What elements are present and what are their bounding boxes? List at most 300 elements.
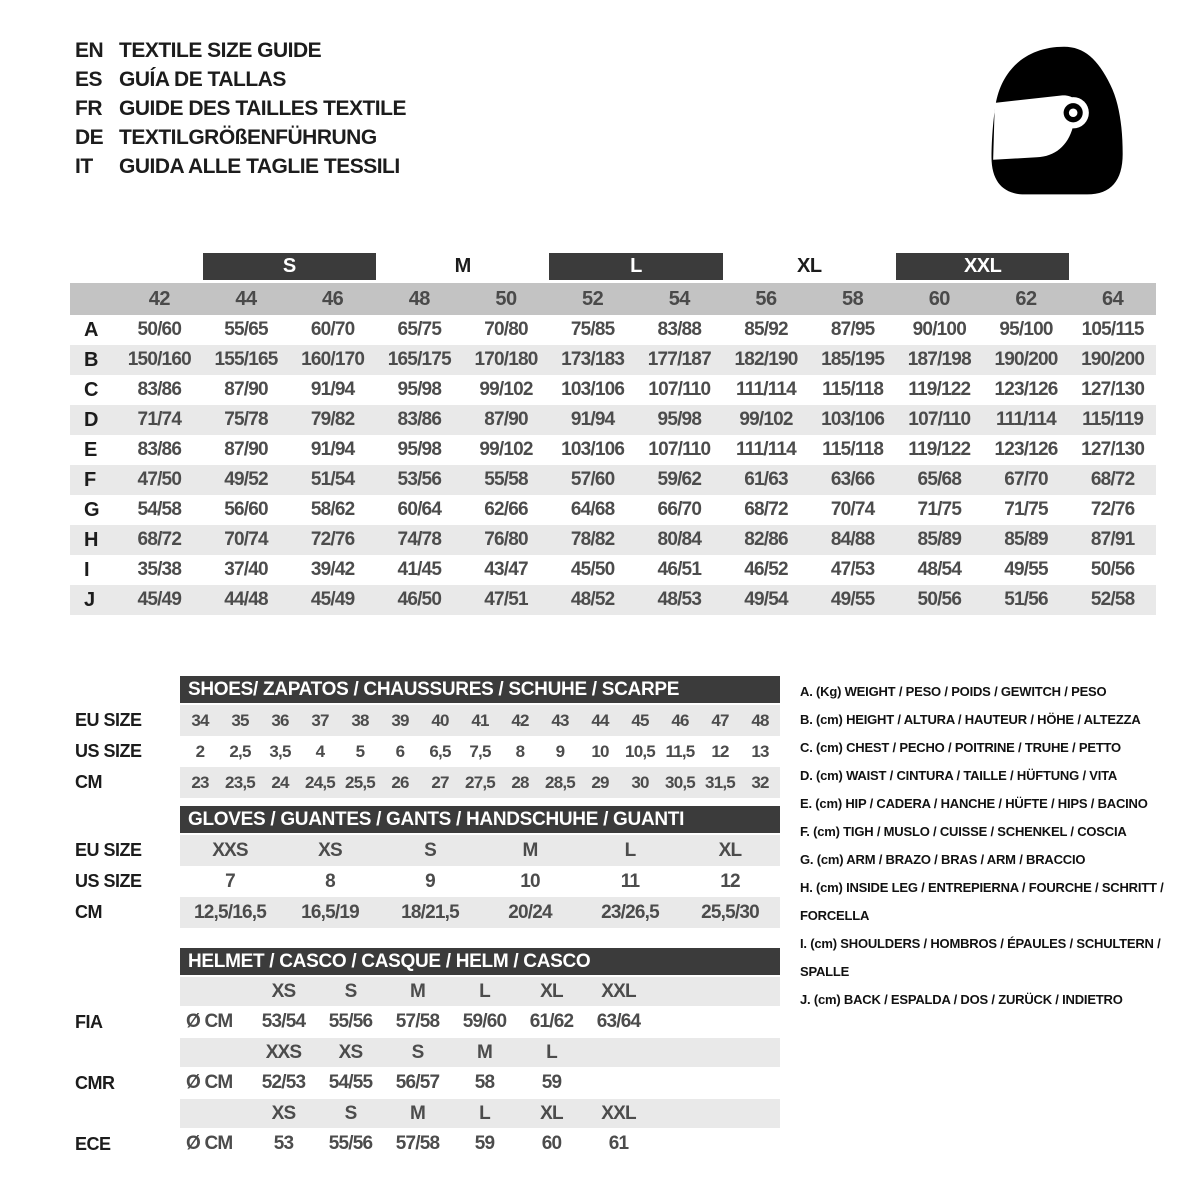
value-cell: 16,5/19 — [301, 901, 359, 923]
size-group-l: L — [549, 253, 722, 280]
table-cell: 91/94 — [310, 379, 355, 400]
legend-item: A. (Kg) WEIGHT / PESO / POIDS / GEWITCH / PESO — [800, 684, 1107, 699]
lang-code: DE — [75, 125, 104, 149]
table-row — [70, 495, 1156, 525]
table-cell: 75/85 — [570, 319, 615, 340]
table-cell: 45/50 — [570, 559, 615, 580]
table-cell: 66/70 — [657, 499, 702, 520]
table-cell: 83/86 — [137, 379, 182, 400]
table-cell: 43/47 — [484, 559, 528, 580]
label-table-row — [60, 705, 780, 736]
values-row — [180, 705, 780, 736]
values-row — [180, 736, 780, 767]
table-cell: 95/100 — [999, 319, 1053, 340]
table-cell: 54/58 — [137, 499, 182, 520]
value-cell: 24 — [271, 772, 289, 792]
gloves-size-table — [60, 806, 780, 928]
table-cell: 111/114 — [736, 379, 796, 400]
size-header-cell: S — [411, 1041, 424, 1063]
value-cell: 30 — [631, 772, 649, 792]
row-label: EU SIZE — [75, 710, 142, 730]
value-cell: 57/58 — [395, 1133, 440, 1154]
value-cell: 7 — [225, 870, 235, 892]
diameter-values — [180, 1128, 780, 1160]
table-cell: 91/94 — [570, 409, 615, 430]
value-cell: 23,5 — [225, 772, 255, 792]
value-cell: 42 — [511, 710, 529, 730]
title-line-de — [75, 123, 406, 152]
table-cell: 51/54 — [310, 469, 355, 490]
table-cell: 70/80 — [484, 319, 528, 340]
size-column-header: 56 — [755, 287, 777, 310]
helmet-sizes-row — [60, 1038, 780, 1067]
table-cell: 44/48 — [224, 589, 268, 610]
table-cell: 46/51 — [657, 559, 702, 580]
table-cell: 87/90 — [224, 439, 268, 460]
value-cell: 28,5 — [545, 772, 575, 792]
value-cell: 60 — [541, 1133, 562, 1154]
value-cell: 27,5 — [465, 772, 495, 792]
value-cell: 11,5 — [665, 741, 695, 761]
table-cell: 50/56 — [917, 589, 962, 610]
table-cell: 45/49 — [310, 589, 355, 610]
size-group-xxl: XXL — [896, 253, 1069, 280]
lang-code: IT — [75, 154, 93, 178]
value-cell: 23 — [191, 772, 209, 792]
size-header-cell: L — [546, 1041, 557, 1063]
row-letter: D — [84, 408, 98, 431]
value-cell: 47 — [711, 710, 729, 730]
value-cell: 27 — [431, 772, 449, 792]
value-cell: 28 — [511, 772, 529, 792]
value-cell: 7,5 — [469, 741, 491, 761]
size-header-cell: M — [476, 1041, 493, 1063]
table-cell: 160/170 — [301, 349, 365, 370]
table-row — [70, 585, 1156, 615]
value-cell: 53 — [273, 1133, 294, 1154]
size-header-cell: XL — [540, 1102, 563, 1124]
table-cell: 123/126 — [994, 379, 1058, 400]
table-row — [70, 405, 1156, 435]
value-cell: XXS — [212, 839, 248, 861]
value-cell: 56/57 — [395, 1072, 440, 1093]
value-cell: 35 — [231, 710, 249, 730]
size-header-cell: M — [409, 1102, 426, 1124]
table-cell: 90/100 — [912, 319, 966, 340]
table-cell: 107/110 — [908, 409, 971, 430]
title-line-en — [75, 36, 406, 65]
legend-item: C. (cm) CHEST / PECHO / POITRINE / TRUHE / PETTO — [800, 740, 1121, 755]
size-column-header: 46 — [322, 287, 344, 310]
lang-code: ES — [75, 67, 103, 91]
language-title-block — [75, 36, 406, 181]
table-cell: 115/118 — [822, 379, 884, 400]
table-cell: 103/106 — [561, 379, 625, 400]
lang-code: FR — [75, 96, 102, 120]
table-cell: 62/66 — [484, 499, 528, 520]
table-cell: 56/60 — [224, 499, 268, 520]
value-cell: XS — [318, 839, 342, 861]
measurement-legend — [800, 678, 1180, 1014]
table-cell: 87/90 — [484, 409, 528, 430]
value-cell: 10 — [520, 870, 540, 892]
row-label: US SIZE — [75, 741, 142, 761]
table-cell: 85/92 — [744, 319, 788, 340]
label-table-row — [60, 736, 780, 767]
value-cell: 6,5 — [429, 741, 451, 761]
size-header-cell: XS — [338, 1041, 363, 1063]
size-group-m: M — [454, 255, 471, 277]
shoes-size-table — [60, 676, 780, 798]
table-row — [70, 375, 1156, 405]
table-cell: 51/56 — [1004, 589, 1048, 610]
table-cell: 47/53 — [830, 559, 875, 580]
table-cell: 45/49 — [137, 589, 182, 610]
row-letter: H — [84, 528, 98, 551]
label-table-row — [60, 767, 780, 798]
row-label: EU SIZE — [75, 840, 142, 860]
value-cell: 48 — [751, 710, 769, 730]
table-cell: 99/102 — [479, 439, 533, 460]
value-cell: 59/60 — [462, 1011, 507, 1032]
table-cell: 49/52 — [224, 469, 268, 490]
table-cell: 47/51 — [484, 589, 528, 610]
value-cell: 25,5 — [345, 772, 375, 792]
size-header-cell: XXS — [265, 1041, 302, 1063]
table-cell: 49/55 — [830, 589, 875, 610]
value-cell: 46 — [671, 710, 689, 730]
size-column-header: 64 — [1102, 287, 1124, 310]
size-header-cell: XXL — [601, 980, 636, 1002]
values-row — [180, 835, 780, 866]
size-header-cell: S — [344, 1102, 357, 1124]
table-cell: 68/72 — [137, 529, 182, 550]
size-column-header: 54 — [668, 287, 690, 310]
table-cell: 53/56 — [397, 469, 442, 490]
value-cell: S — [424, 839, 436, 861]
values-row — [180, 866, 780, 897]
table-cell: 63/66 — [830, 469, 875, 490]
table-cell: 103/106 — [561, 439, 625, 460]
value-cell: 45 — [631, 710, 649, 730]
table-cell: 75/78 — [224, 409, 268, 430]
table-cell: 71/75 — [1004, 499, 1048, 520]
table-cell: 91/94 — [310, 439, 355, 460]
helmet-sizes-row — [60, 977, 780, 1006]
value-cell: 53/54 — [261, 1011, 306, 1032]
value-cell: 54/55 — [328, 1072, 373, 1093]
row-label: CM — [75, 902, 102, 922]
value-cell: 25,5/30 — [701, 901, 759, 923]
table-cell: 155/165 — [214, 349, 278, 370]
table-cell: 115/118 — [822, 439, 884, 460]
legend-item: D. (cm) WAIST / CINTURA / TAILLE / HÜFTUNG / VITA — [800, 768, 1118, 783]
title-text: TEXTILE SIZE GUIDE — [119, 38, 322, 62]
value-cell: 43 — [551, 710, 569, 730]
table-row — [70, 435, 1156, 465]
racing-helmet-icon — [975, 35, 1140, 207]
table-cell: 187/198 — [907, 349, 971, 370]
table-cell: 83/86 — [137, 439, 182, 460]
title-line-es — [75, 65, 406, 94]
table-cell: 87/90 — [224, 379, 268, 400]
gloves-header-row — [60, 806, 780, 833]
table-cell: 70/74 — [224, 529, 268, 550]
row-letter: J — [84, 588, 95, 611]
table-cell: 111/114 — [736, 439, 796, 460]
table-cell: 74/78 — [397, 529, 442, 550]
value-cell: 32 — [751, 772, 769, 792]
value-cell: 37 — [311, 710, 329, 730]
helmet-header-row — [60, 948, 780, 975]
size-column-header: 58 — [842, 287, 864, 310]
table-cell: 49/55 — [1004, 559, 1048, 580]
diameter-unit-label: Ø CM — [186, 1133, 233, 1154]
textile-size-table — [70, 253, 1156, 615]
table-cell: 48/52 — [570, 589, 615, 610]
standard-label: FIA — [75, 1011, 103, 1032]
size-number-header-row — [70, 283, 1156, 315]
table-cell: 85/89 — [917, 529, 962, 550]
table-cell: 71/74 — [137, 409, 182, 430]
title-line-it — [75, 152, 406, 181]
value-cell: 24,5 — [305, 772, 335, 792]
table-cell: 67/70 — [1004, 469, 1048, 490]
table-cell: 85/89 — [1004, 529, 1048, 550]
table-cell: 55/58 — [484, 469, 528, 490]
value-cell: 55/56 — [328, 1133, 373, 1154]
size-header-cell: XL — [540, 980, 563, 1002]
table-cell: 41/45 — [397, 559, 442, 580]
table-cell: 84/88 — [830, 529, 875, 550]
table-cell: 72/76 — [310, 529, 355, 550]
table-cell: 119/122 — [908, 439, 971, 460]
value-cell: M — [522, 839, 538, 861]
table-cell: 65/75 — [397, 319, 442, 340]
sizes-values — [180, 1099, 780, 1128]
table-cell: 46/52 — [744, 559, 788, 580]
label-table-row — [60, 835, 780, 866]
row-label: US SIZE — [75, 871, 142, 891]
size-column-header: 60 — [928, 287, 950, 310]
helmet-values-row — [60, 1067, 780, 1099]
row-letter: A — [84, 318, 98, 341]
shoes-header-row — [60, 676, 780, 703]
table-cell: 99/102 — [739, 409, 793, 430]
value-cell: 29 — [591, 772, 609, 792]
size-header-cell: S — [344, 980, 357, 1002]
size-column-header: 50 — [495, 287, 517, 310]
size-group-s: S — [203, 253, 376, 280]
table-cell: 127/130 — [1081, 379, 1145, 400]
size-header-cell: L — [479, 1102, 490, 1124]
table-cell: 60/70 — [310, 319, 355, 340]
diameter-unit-label: Ø CM — [186, 1011, 233, 1032]
table-cell: 177/187 — [647, 349, 711, 370]
value-cell: 34 — [191, 710, 209, 730]
table-cell: 170/180 — [474, 349, 538, 370]
diameter-unit-label: Ø CM — [186, 1072, 233, 1093]
row-letter: B — [84, 348, 98, 371]
table-cell: 95/98 — [397, 379, 442, 400]
legend-item: I. (cm) SHOULDERS / HOMBROS / ÉPAULES / SCHULTERN / SPALLE — [800, 936, 1161, 979]
table-cell: 83/88 — [657, 319, 702, 340]
sizes-values — [180, 977, 780, 1006]
legend-item: F. (cm) TIGH / MUSLO / CUISSE / SCHENKEL / COSCIA — [800, 824, 1127, 839]
table-cell: 190/200 — [994, 349, 1058, 370]
table-cell: 68/72 — [1090, 469, 1135, 490]
value-cell: 23/26,5 — [601, 901, 659, 923]
row-letter: F — [84, 468, 96, 491]
value-cell: 12 — [720, 870, 740, 892]
value-cell: 59 — [474, 1133, 495, 1154]
table-cell: 78/82 — [570, 529, 615, 550]
table-cell: 105/115 — [1081, 319, 1144, 340]
value-cell: 5 — [355, 741, 365, 761]
title-line-fr — [75, 94, 406, 123]
table-cell: 123/126 — [994, 439, 1058, 460]
table-cell: 190/200 — [1081, 349, 1145, 370]
value-cell: 26 — [391, 772, 409, 792]
title-text: GUIDE DES TAILLES TEXTILE — [119, 96, 406, 120]
value-cell: L — [624, 839, 636, 861]
value-cell: 30,5 — [665, 772, 695, 792]
table-cell: 87/95 — [830, 319, 875, 340]
sizes-values — [180, 1038, 780, 1067]
value-cell: 4 — [315, 741, 325, 761]
value-cell: 12 — [711, 741, 729, 761]
value-cell: 58 — [474, 1072, 495, 1093]
table-cell: 185/195 — [821, 349, 885, 370]
values-row — [180, 897, 780, 928]
legend-item: E. (cm) HIP / CADERA / HANCHE / HÜFTE / HIPS / BACINO — [800, 796, 1148, 811]
diameter-values — [180, 1006, 780, 1038]
size-column-header: 52 — [582, 287, 604, 310]
table-cell: 115/119 — [1082, 409, 1144, 430]
value-cell: 10,5 — [625, 741, 655, 761]
table-cell: 46/50 — [397, 589, 442, 610]
value-cell: 61/62 — [529, 1011, 574, 1032]
table-row — [70, 555, 1156, 585]
value-cell: 12,5/16,5 — [193, 901, 267, 923]
table-cell: 107/110 — [648, 439, 711, 460]
table-cell: 72/76 — [1090, 499, 1135, 520]
size-header-cell: M — [409, 980, 426, 1002]
value-cell: 2,5 — [229, 741, 251, 761]
value-cell: 52/53 — [261, 1072, 306, 1093]
legend-item: B. (cm) HEIGHT / ALTURA / HAUTEUR / HÖHE / ALTEZZA — [800, 712, 1141, 727]
value-cell: 10 — [591, 741, 609, 761]
row-letter: G — [84, 498, 100, 521]
table-cell: 61/63 — [744, 469, 788, 490]
value-cell: 44 — [591, 710, 609, 730]
size-column-header: 42 — [148, 287, 170, 310]
table-cell: 83/86 — [397, 409, 442, 430]
shoes-table-title: SHOES/ ZAPATOS / CHAUSSURES / SCHUHE / SCARPE — [180, 676, 780, 703]
table-cell: 49/54 — [744, 589, 788, 610]
table-cell: 119/122 — [908, 379, 971, 400]
table-cell: 103/106 — [821, 409, 885, 430]
legend-item: G. (cm) ARM / BRAZO / BRAS / ARM / BRACCIO — [800, 852, 1086, 867]
table-cell: 173/183 — [561, 349, 625, 370]
standard-label: ECE — [75, 1133, 111, 1154]
value-cell: 9 — [425, 870, 435, 892]
size-group-xl: XL — [797, 255, 822, 277]
table-cell: 82/86 — [744, 529, 788, 550]
label-table-row — [60, 866, 780, 897]
diameter-values — [180, 1067, 780, 1099]
table-cell: 79/82 — [310, 409, 355, 430]
table-cell: 57/60 — [570, 469, 615, 490]
table-cell: 87/91 — [1090, 529, 1135, 550]
table-cell: 37/40 — [224, 559, 268, 580]
helmet-table-title: HELMET / CASCO / CASQUE / HELM / CASCO — [180, 948, 780, 975]
row-letter: E — [84, 438, 97, 461]
helmet-values-row — [60, 1128, 780, 1160]
table-cell: 70/74 — [830, 499, 875, 520]
table-cell: 48/54 — [917, 559, 962, 580]
size-header-cell: L — [479, 980, 490, 1002]
table-cell: 50/56 — [1090, 559, 1135, 580]
table-cell: 107/110 — [648, 379, 711, 400]
size-header-cell: XXL — [601, 1102, 636, 1124]
value-cell: 31,5 — [705, 772, 735, 792]
table-cell: 76/80 — [484, 529, 528, 550]
row-letter: I — [84, 558, 90, 581]
table-cell: 150/160 — [127, 349, 191, 370]
table-cell: 80/84 — [657, 529, 702, 550]
value-cell: 39 — [391, 710, 409, 730]
value-cell: 2 — [195, 741, 205, 761]
value-cell: 55/56 — [328, 1011, 373, 1032]
value-cell: 3,5 — [269, 741, 291, 761]
table-row — [70, 345, 1156, 375]
table-cell: 64/68 — [570, 499, 615, 520]
table-row — [70, 315, 1156, 345]
title-text: GUÍA DE TALLAS — [119, 67, 286, 91]
value-cell: 59 — [541, 1072, 562, 1093]
helmet-values-row — [60, 1006, 780, 1038]
title-text: TEXTILGRÖßENFÜHRUNG — [119, 125, 377, 149]
value-cell: 13 — [751, 741, 769, 761]
table-cell: 99/102 — [479, 379, 533, 400]
helmet-sizes-row — [60, 1099, 780, 1128]
table-row — [70, 465, 1156, 495]
table-cell: 182/190 — [734, 349, 798, 370]
helmet-size-table — [60, 948, 780, 1160]
size-column-header: 44 — [235, 287, 257, 310]
label-table-row — [60, 897, 780, 928]
size-column-header: 62 — [1015, 287, 1037, 310]
table-cell: 35/38 — [137, 559, 182, 580]
value-cell: 20/24 — [508, 901, 552, 923]
value-cell: 57/58 — [395, 1011, 440, 1032]
table-cell: 95/98 — [657, 409, 702, 430]
table-cell: 68/72 — [744, 499, 788, 520]
row-label: CM — [75, 772, 102, 792]
standard-label: CMR — [75, 1072, 115, 1093]
value-cell: 6 — [395, 741, 405, 761]
table-cell: 65/68 — [917, 469, 962, 490]
table-cell: 95/98 — [397, 439, 442, 460]
legend-item: J. (cm) BACK / ESPALDA / DOS / ZURÜCK / INDIETRO — [800, 992, 1123, 1007]
value-cell: 36 — [271, 710, 289, 730]
table-cell: 58/62 — [310, 499, 355, 520]
table-cell: 165/175 — [387, 349, 451, 370]
value-cell: 40 — [431, 710, 449, 730]
value-cell: 61 — [608, 1133, 629, 1154]
table-cell: 127/130 — [1081, 439, 1145, 460]
